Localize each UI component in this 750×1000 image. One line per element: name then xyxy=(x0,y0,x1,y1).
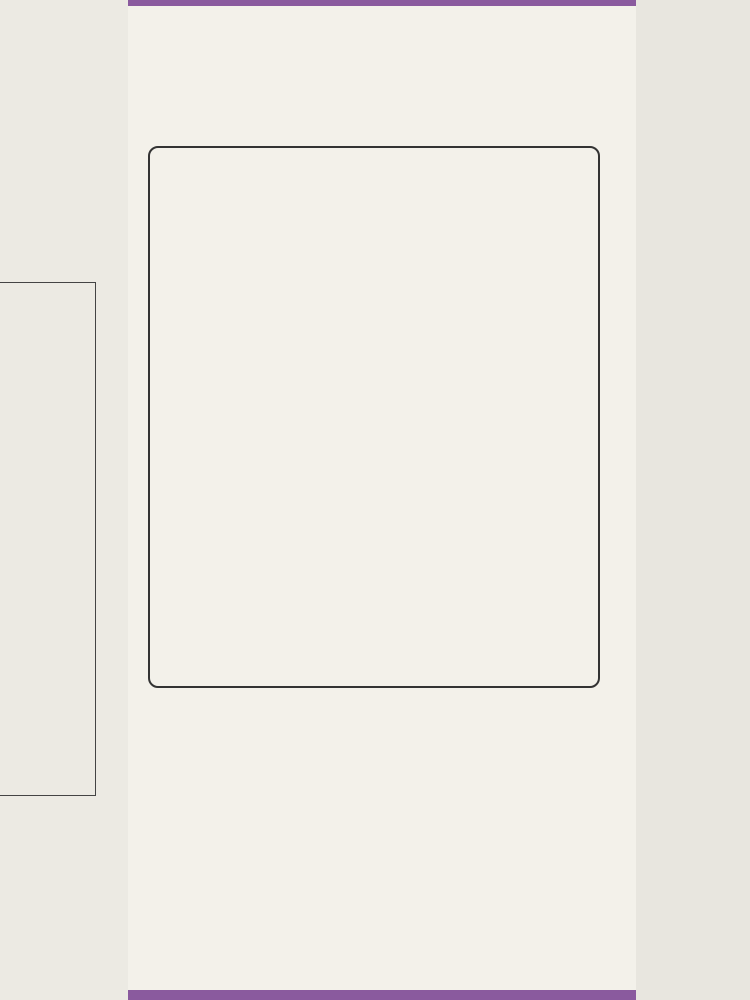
family-dinner-box xyxy=(0,282,96,796)
right-menu-panel xyxy=(636,0,750,1000)
main-menu-panel xyxy=(128,6,636,990)
left-menu-panel xyxy=(0,0,128,1000)
combination-box xyxy=(148,146,600,688)
